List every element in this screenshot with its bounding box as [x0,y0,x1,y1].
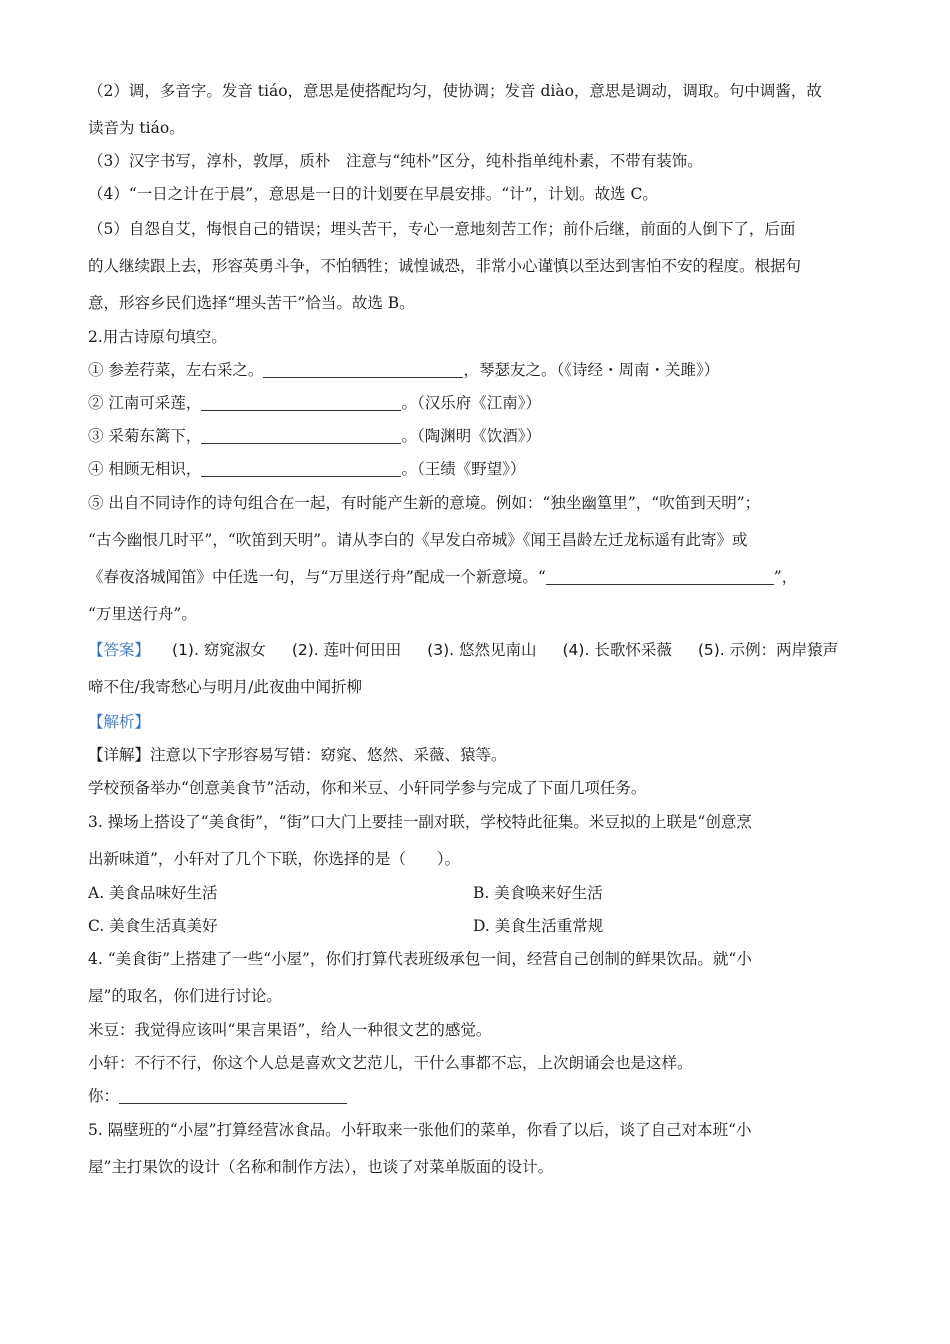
detail-tag: 【详解】 [88,746,151,764]
q2-item3-pre: ③ 采菊东篱下， [88,427,202,445]
answer-blank-2[interactable] [201,394,401,411]
answer-4: 长歌怀采薇 [589,641,672,659]
q1-explain-p3: （3）汉字书写，淳朴，敦厚，质朴 注意与“纯朴”区分，纯朴指单纯朴素，不带有装饰。 [88,152,703,170]
answer-2: 莲叶何田田 [318,641,402,659]
answer-3-num: (3). [427,641,455,659]
q1-explain-p5-line3: 意，形容乡民们选择“埋头苦干”恰当。故选 B。 [88,294,415,312]
q4-line2: 屋”的取名，你们进行讨论。 [88,987,282,1005]
answer-4-num: (4). [562,641,590,659]
q2-item5-line1: ⑤ 出自不同诗作的诗句组合在一起，有时能产生新的意境。例如：“独坐幽篁里”，“吹笛到天明”； [88,494,761,512]
q1-explain-p2-line1: （2）调，多音字。发音 tiáo，意思是使搭配均匀，使协调；发音 diào，意思是调动，调取。句中调酱，故 [88,82,822,100]
q5-line1: 5. 隔壁班的“小屋”打算经营冰食品。小轩取来一张他们的菜单，你看了以后，谈了自己对本班“小 [88,1121,752,1139]
q2-answer-line2: 啼不住/我寄愁心与明月/此夜曲中闻折柳 [88,678,362,696]
answer-blank-6[interactable] [119,1087,347,1104]
q2-item4-post: 。（王绩《野望》） [401,460,526,478]
answer-2-num: (2). [291,641,319,659]
answer-5-num: (5). [697,641,725,659]
q2-item2 [88,392,541,415]
q2-title: 2.用古诗原句填空。 [88,328,227,346]
q3-option-b[interactable]: B. 美食唤来好生活 [473,884,603,902]
detail-line [88,744,507,767]
q2-item5-line3-pre: 《春夜洛城闻笛》中任选一句，与“万里送行舟”配成一个新意境。“ [88,568,546,586]
q2-item4-pre: ④ 相顾无相识， [88,460,202,478]
q2-item1 [88,359,719,382]
intro-text: 学校预备举办“创意美食节”活动，你和米豆、小轩同学参与完成了下面几项任务。 [88,779,647,797]
q4-midou: 米豆：我觉得应该叫“果言果语”，给人一种很文艺的感觉。 [88,1021,492,1039]
answer-blank-1[interactable] [263,361,463,378]
q2-item5-line3 [88,566,797,589]
q2-item2-post: 。（汉乐府《江南》） [401,394,541,412]
answer-5: 示例：两岸猿声 [724,641,839,659]
q4-you [88,1085,347,1108]
q3-line2: 出新味道”，小轩对了几个下联，你选择的是（ ）。 [88,850,461,868]
answer-1-num: (1). [172,641,199,659]
q3-option-d[interactable]: D. 美食生活重常规 [473,917,604,935]
q1-explain-p2-line2: 读音为 tiáo。 [88,119,185,137]
q2-item1-post: ，琴瑟友之。（《诗经・周南・关雎》） [463,361,720,379]
q2-item3 [88,425,541,448]
q5-line2: 屋”主打果饮的设计（名称和制作方法），也谈了对菜单版面的设计。 [88,1158,554,1176]
answer-1: 窈窕淑女 [198,641,266,659]
q2-item5-line3-post: ”， [773,568,798,586]
q3-option-c[interactable]: C. 美食生活真美好 [88,917,218,935]
q3-line1: 3. 操场上搭设了“美食街”，“街”口大门上要挂一副对联，学校特此征集。米豆拟的上联是“创意烹 [88,813,752,831]
q4-you-label: 你： [88,1087,120,1105]
q2-item3-post: 。（陶渊明《饮酒》） [401,427,541,445]
q1-explain-p5-line1: （5）自怨自艾，悔恨自己的错误；埋头苦干，专心一意地刻苦工作；前仆后继，前面的人倒下了，后面 [88,220,796,238]
analysis-tag: 【解析】 [88,713,151,731]
answer-3: 悠然见南山 [454,641,537,659]
detail-text: 注意以下字形容易写错：窈窕、悠然、采薇、猿等。 [150,746,507,764]
q2-item1-pre: ① 参差荇菜，左右采之。 [88,361,264,379]
answer-blank-3[interactable] [201,427,401,444]
answer-blank-5[interactable] [546,568,774,585]
answer-blank-4[interactable] [201,460,401,477]
q4-xiaoxuan: 小轩：不行不行，你这个人总是喜欢文艺范儿，干什么事都不忘，上次朗诵会也是这样。 [88,1054,693,1072]
q2-item4 [88,458,525,481]
q2-item2-pre: ② 江南可采莲， [88,394,202,412]
q2-item5-line4: “万里送行舟”。 [88,605,197,623]
q1-explain-p4: （4）“一日之计在于晨”，意思是一日的计划要在早晨安排。“计”，计划。故选 C。 [88,185,658,203]
q2-answer-line1 [88,639,838,662]
q2-item5-line2: “古今幽恨几时平”，“吹笛到天明”。请从李白的《早发白帝城》《闻王昌龄左迁龙标遥有此寄》或 [88,531,748,549]
q1-explain-p5-line2: 的人继续跟上去，形容英勇斗争，不怕牺牲；诚惶诚恐，非常小心谨慎以至达到害怕不安的程度。根据句 [88,257,802,275]
q3-option-a[interactable]: A. 美食品味好生活 [88,884,218,902]
q4-line1: 4. “美食街”上搭建了一些“小屋”，你们打算代表班级承包一间，经营自己创制的鲜果饮品。就“小 [88,950,752,968]
answer-tag: 【答案】 [88,641,151,659]
